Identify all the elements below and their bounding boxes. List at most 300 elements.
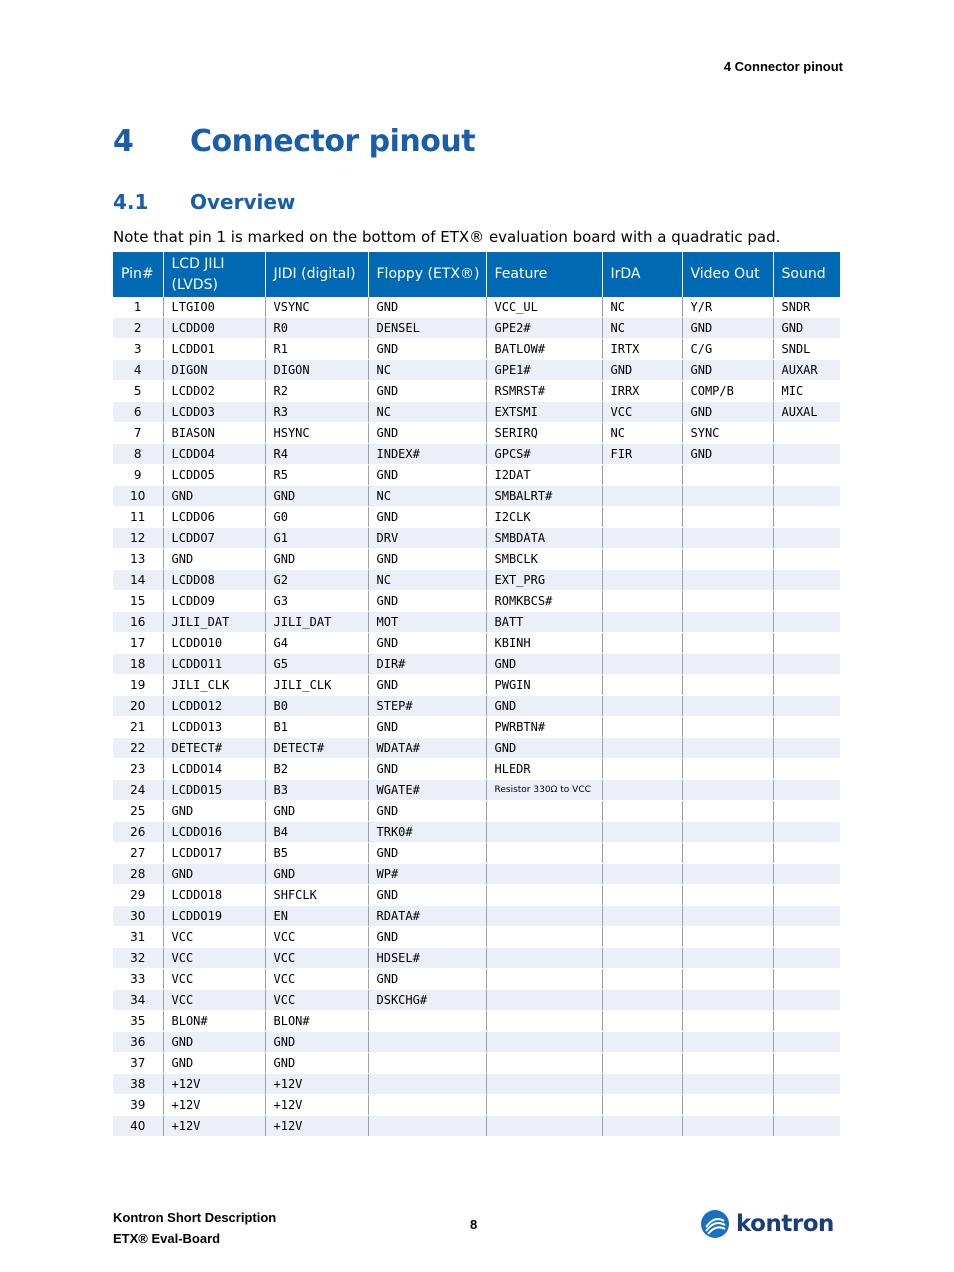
table-cell <box>602 1032 682 1053</box>
table-cell: SNDR <box>773 297 840 318</box>
table-cell: RSMRST# <box>486 381 602 402</box>
table-cell: MOT <box>368 612 486 633</box>
table-cell <box>682 486 773 507</box>
page-number: 8 <box>470 1217 478 1232</box>
table-row <box>113 549 840 570</box>
table-cell: GND <box>682 402 773 423</box>
table-cell: +12V <box>265 1116 368 1137</box>
table-cell <box>486 801 602 822</box>
table-cell <box>682 801 773 822</box>
table-cell: GND <box>368 759 486 780</box>
table-cell: JILI_CLK <box>163 675 265 696</box>
table-cell: DSKCHG# <box>368 990 486 1011</box>
table-cell: 31 <box>113 927 163 948</box>
table-cell: GND <box>265 864 368 885</box>
table-cell: LCDDO13 <box>163 717 265 738</box>
table-cell: B1 <box>265 717 368 738</box>
table-cell: GND <box>486 654 602 675</box>
table-cell <box>773 822 840 843</box>
chapter-number: 4 <box>113 124 134 159</box>
table-cell <box>682 822 773 843</box>
table-cell <box>486 1095 602 1116</box>
table-cell: GND <box>368 381 486 402</box>
table-cell: 15 <box>113 591 163 612</box>
table-cell: NC <box>368 486 486 507</box>
table-cell: NC <box>602 297 682 318</box>
table-row <box>113 1116 840 1137</box>
pinout-table <box>113 252 840 1137</box>
table-cell <box>773 486 840 507</box>
table-cell: 24 <box>113 780 163 801</box>
table-cell <box>602 885 682 906</box>
table-cell: HLEDR <box>486 759 602 780</box>
table-cell: PWRBTN# <box>486 717 602 738</box>
table-cell: BATLOW# <box>486 339 602 360</box>
table-cell: BATT <box>486 612 602 633</box>
table-cell: GND <box>486 738 602 759</box>
table-cell: GND <box>163 864 265 885</box>
table-row <box>113 318 840 339</box>
table-cell: GND <box>163 1032 265 1053</box>
table-cell: DIGON <box>265 360 368 381</box>
table-cell: GND <box>265 486 368 507</box>
table-cell <box>682 633 773 654</box>
table-cell <box>368 1116 486 1137</box>
column-header: Video Out <box>682 252 773 297</box>
table-row <box>113 654 840 675</box>
table-row <box>113 1074 840 1095</box>
table-cell: SMBCLK <box>486 549 602 570</box>
table-cell <box>773 1116 840 1137</box>
table-cell: +12V <box>265 1074 368 1095</box>
table-row <box>113 591 840 612</box>
table-cell: 3 <box>113 339 163 360</box>
kontron-logo-icon <box>700 1209 730 1239</box>
table-cell <box>773 969 840 990</box>
table-cell: GND <box>368 423 486 444</box>
table-row <box>113 1011 840 1032</box>
table-cell <box>486 1116 602 1137</box>
table-cell <box>773 549 840 570</box>
table-cell: 9 <box>113 465 163 486</box>
table-cell <box>368 1095 486 1116</box>
table-cell <box>602 465 682 486</box>
table-cell: NC <box>368 570 486 591</box>
table-cell: TRK0# <box>368 822 486 843</box>
table-cell <box>773 738 840 759</box>
table-cell <box>602 1011 682 1032</box>
table-cell: LCDDO6 <box>163 507 265 528</box>
chapter-heading <box>113 124 475 159</box>
table-cell: SNDL <box>773 339 840 360</box>
table-row <box>113 822 840 843</box>
table-cell: 16 <box>113 612 163 633</box>
column-header: LCD JILI (LVDS) <box>163 252 265 297</box>
table-cell: 28 <box>113 864 163 885</box>
table-cell: VCC <box>265 969 368 990</box>
table-cell: R5 <box>265 465 368 486</box>
table-row <box>113 990 840 1011</box>
table-cell: LCDDO12 <box>163 696 265 717</box>
table-cell <box>486 1074 602 1095</box>
footer-doc-title: Kontron Short Description <box>113 1210 277 1225</box>
table-cell: GND <box>773 318 840 339</box>
chapter-title: Connector pinout <box>190 124 476 159</box>
table-cell: I2CLK <box>486 507 602 528</box>
table-cell: JILI_DAT <box>265 612 368 633</box>
table-cell: 26 <box>113 822 163 843</box>
table-cell <box>368 1074 486 1095</box>
table-cell <box>368 1032 486 1053</box>
table-cell: JILI_CLK <box>265 675 368 696</box>
table-cell: GND <box>163 1053 265 1074</box>
table-cell <box>368 1053 486 1074</box>
table-cell: LCDDO4 <box>163 444 265 465</box>
table-row <box>113 738 840 759</box>
table-cell <box>682 1095 773 1116</box>
table-cell: NC <box>602 423 682 444</box>
table-row <box>113 885 840 906</box>
table-cell: GND <box>368 549 486 570</box>
table-cell: G1 <box>265 528 368 549</box>
table-cell: LCDDO0 <box>163 318 265 339</box>
table-cell <box>682 696 773 717</box>
table-cell: 10 <box>113 486 163 507</box>
table-row <box>113 906 840 927</box>
table-cell <box>773 1053 840 1074</box>
table-cell <box>602 633 682 654</box>
table-cell: FIR <box>602 444 682 465</box>
table-cell <box>602 654 682 675</box>
table-cell <box>773 591 840 612</box>
table-cell: 27 <box>113 843 163 864</box>
table-cell <box>682 1032 773 1053</box>
column-header: Feature <box>486 252 602 297</box>
table-row <box>113 297 840 318</box>
column-header: Sound <box>773 252 840 297</box>
table-cell <box>682 927 773 948</box>
table-cell: 33 <box>113 969 163 990</box>
table-cell <box>602 1116 682 1137</box>
table-cell <box>602 738 682 759</box>
table-row <box>113 1032 840 1053</box>
table-cell: 23 <box>113 759 163 780</box>
table-cell <box>773 885 840 906</box>
table-cell <box>602 717 682 738</box>
table-cell <box>682 1074 773 1095</box>
table-row <box>113 1095 840 1116</box>
table-cell <box>486 990 602 1011</box>
table-cell <box>602 612 682 633</box>
table-cell <box>682 1116 773 1137</box>
table-cell: +12V <box>163 1074 265 1095</box>
footer-product-name: ETX® Eval-Board <box>113 1231 221 1246</box>
table-cell: GND <box>368 297 486 318</box>
table-row <box>113 507 840 528</box>
table-cell <box>602 822 682 843</box>
table-cell <box>773 864 840 885</box>
table-cell <box>682 549 773 570</box>
table-cell: DIR# <box>368 654 486 675</box>
table-cell: RDATA# <box>368 906 486 927</box>
table-cell: 17 <box>113 633 163 654</box>
table-cell <box>773 528 840 549</box>
table-cell <box>486 822 602 843</box>
table-cell: 8 <box>113 444 163 465</box>
table-cell: GND <box>163 801 265 822</box>
table-cell: I2DAT <box>486 465 602 486</box>
table-cell: HSYNC <box>265 423 368 444</box>
table-cell: G2 <box>265 570 368 591</box>
table-cell: 13 <box>113 549 163 570</box>
table-cell: R4 <box>265 444 368 465</box>
table-cell <box>682 1053 773 1074</box>
table-cell <box>602 675 682 696</box>
table-cell: 12 <box>113 528 163 549</box>
table-cell <box>773 1074 840 1095</box>
table-cell: G4 <box>265 633 368 654</box>
table-row <box>113 801 840 822</box>
table-cell: 32 <box>113 948 163 969</box>
table-cell <box>602 1053 682 1074</box>
section-number: 4.1 <box>113 190 149 214</box>
table-row <box>113 717 840 738</box>
table-cell: KBINH <box>486 633 602 654</box>
table-cell <box>773 990 840 1011</box>
table-cell <box>773 906 840 927</box>
table-cell <box>682 717 773 738</box>
table-cell <box>682 1011 773 1032</box>
table-row <box>113 339 840 360</box>
table-cell: INDEX# <box>368 444 486 465</box>
table-cell: VSYNC <box>265 297 368 318</box>
table-row <box>113 969 840 990</box>
table-cell <box>682 570 773 591</box>
table-cell <box>602 549 682 570</box>
table-cell: SYNC <box>682 423 773 444</box>
table-cell: GND <box>368 885 486 906</box>
table-cell: LCDDO14 <box>163 759 265 780</box>
table-cell <box>682 612 773 633</box>
table-cell: LCDDO7 <box>163 528 265 549</box>
table-cell: 34 <box>113 990 163 1011</box>
table-cell: GND <box>265 549 368 570</box>
table-row <box>113 843 840 864</box>
table-cell: PWGIN <box>486 675 602 696</box>
table-cell: 29 <box>113 885 163 906</box>
table-cell: 40 <box>113 1116 163 1137</box>
table-row <box>113 360 840 381</box>
table-cell: DETECT# <box>265 738 368 759</box>
table-cell: EN <box>265 906 368 927</box>
table-cell: GPE2# <box>486 318 602 339</box>
table-cell: VCC <box>265 990 368 1011</box>
table-cell: GND <box>163 486 265 507</box>
table-cell <box>682 843 773 864</box>
table-cell: GND <box>368 675 486 696</box>
table-cell <box>602 969 682 990</box>
table-cell <box>773 1095 840 1116</box>
table-cell <box>773 948 840 969</box>
table-cell <box>486 969 602 990</box>
table-row <box>113 780 840 801</box>
table-row <box>113 528 840 549</box>
table-body <box>113 297 840 1137</box>
table-cell <box>602 1074 682 1095</box>
table-cell <box>682 654 773 675</box>
table-cell: NC <box>368 360 486 381</box>
table-cell: 37 <box>113 1053 163 1074</box>
table-cell: IRTX <box>602 339 682 360</box>
table-row <box>113 486 840 507</box>
column-header: IrDA <box>602 252 682 297</box>
table-cell: VCC <box>163 948 265 969</box>
column-header: Pin# <box>113 252 163 297</box>
table-cell: GND <box>368 801 486 822</box>
table-cell: 2 <box>113 318 163 339</box>
table-cell: GND <box>486 696 602 717</box>
kontron-logo-wordmark: kontron <box>736 1211 834 1237</box>
table-cell: GND <box>265 801 368 822</box>
table-cell <box>773 927 840 948</box>
table-cell: LCDDO8 <box>163 570 265 591</box>
table-cell: B0 <box>265 696 368 717</box>
table-cell: LTGIO0 <box>163 297 265 318</box>
table-cell <box>602 591 682 612</box>
table-cell: R2 <box>265 381 368 402</box>
table-cell: GND <box>368 969 486 990</box>
table-cell: LCDDO9 <box>163 591 265 612</box>
table-cell: GND <box>368 507 486 528</box>
table-cell <box>682 591 773 612</box>
table-row <box>113 402 840 423</box>
table-cell: B2 <box>265 759 368 780</box>
table-cell <box>602 696 682 717</box>
table-cell <box>486 864 602 885</box>
table-cell: LCDDO15 <box>163 780 265 801</box>
table-cell <box>682 948 773 969</box>
table-cell <box>682 507 773 528</box>
table-cell: VCC <box>163 969 265 990</box>
table-cell: 14 <box>113 570 163 591</box>
table-cell: G3 <box>265 591 368 612</box>
table-cell: HDSEL# <box>368 948 486 969</box>
column-header: JIDI (digital) <box>265 252 368 297</box>
table-cell <box>773 654 840 675</box>
table-cell <box>773 780 840 801</box>
table-cell <box>682 990 773 1011</box>
table-cell: GND <box>682 444 773 465</box>
table-cell: 1 <box>113 297 163 318</box>
table-cell: 21 <box>113 717 163 738</box>
table-cell <box>486 927 602 948</box>
table-cell: LCDDO5 <box>163 465 265 486</box>
table-cell <box>773 801 840 822</box>
table-cell <box>773 465 840 486</box>
table-cell <box>602 759 682 780</box>
table-cell <box>602 1095 682 1116</box>
table-cell: +12V <box>265 1095 368 1116</box>
table-cell <box>602 780 682 801</box>
table-cell: LCDDO17 <box>163 843 265 864</box>
table-cell: VCC <box>265 948 368 969</box>
table-cell: DENSEL <box>368 318 486 339</box>
table-cell: AUXAL <box>773 402 840 423</box>
table-cell <box>602 864 682 885</box>
table-cell <box>682 675 773 696</box>
table-cell <box>602 948 682 969</box>
table-cell: JILI_DAT <box>163 612 265 633</box>
table-cell: VCC_UL <box>486 297 602 318</box>
table-cell <box>602 570 682 591</box>
table-cell: WGATE# <box>368 780 486 801</box>
table-cell <box>486 1053 602 1074</box>
table-cell <box>602 486 682 507</box>
table-cell: GND <box>368 843 486 864</box>
table-cell: LCDDO1 <box>163 339 265 360</box>
table-cell <box>773 444 840 465</box>
table-cell: G5 <box>265 654 368 675</box>
table-cell: EXT_PRG <box>486 570 602 591</box>
table-row <box>113 570 840 591</box>
table-cell: LCDDO11 <box>163 654 265 675</box>
table-row <box>113 612 840 633</box>
table-cell: LCDDO16 <box>163 822 265 843</box>
table-cell <box>682 885 773 906</box>
section-heading <box>113 190 295 214</box>
running-header: 4 Connector pinout <box>723 59 843 74</box>
table-cell: 6 <box>113 402 163 423</box>
table-cell <box>486 843 602 864</box>
table-cell <box>368 1011 486 1032</box>
table-cell: 4 <box>113 360 163 381</box>
table-cell: VCC <box>163 927 265 948</box>
table-cell: NC <box>368 402 486 423</box>
table-cell: 11 <box>113 507 163 528</box>
table-cell <box>602 801 682 822</box>
table-cell: 36 <box>113 1032 163 1053</box>
table-cell: 22 <box>113 738 163 759</box>
table-cell: 20 <box>113 696 163 717</box>
table-cell: SMBALRT# <box>486 486 602 507</box>
table-cell <box>773 612 840 633</box>
table-cell <box>602 528 682 549</box>
table-cell: SHFCLK <box>265 885 368 906</box>
table-cell: 38 <box>113 1074 163 1095</box>
table-cell <box>602 990 682 1011</box>
table-cell: WP# <box>368 864 486 885</box>
table-cell: MIC <box>773 381 840 402</box>
table-cell: BIASON <box>163 423 265 444</box>
table-row <box>113 1053 840 1074</box>
table-cell: GND <box>368 927 486 948</box>
table-cell <box>773 507 840 528</box>
table-cell: ROMKBCS# <box>486 591 602 612</box>
table-cell: LCDDO10 <box>163 633 265 654</box>
table-row <box>113 633 840 654</box>
table-cell <box>486 1032 602 1053</box>
table-cell: DETECT# <box>163 738 265 759</box>
table-cell <box>602 906 682 927</box>
table-cell: GND <box>265 1032 368 1053</box>
table-cell: VCC <box>265 927 368 948</box>
table-cell: GND <box>368 591 486 612</box>
table-row <box>113 423 840 444</box>
table-cell: B4 <box>265 822 368 843</box>
table-row <box>113 675 840 696</box>
table-cell: GND <box>368 465 486 486</box>
table-cell: NC <box>602 318 682 339</box>
